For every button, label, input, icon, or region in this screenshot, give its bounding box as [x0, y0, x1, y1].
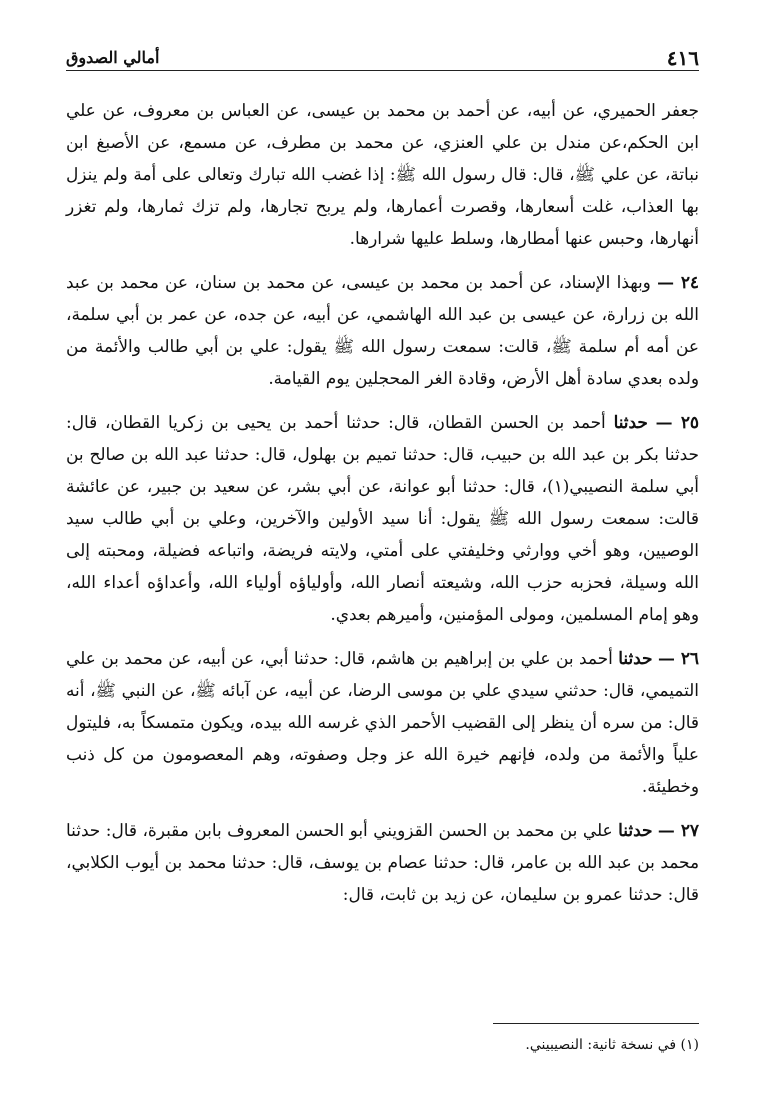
hadith-26 — [66, 642, 699, 802]
page-number: ٤١٦ — [666, 46, 699, 70]
paragraph-text: جعفر الحميري، عن أبيه، عن أحمد بن محمد بن عيسى، عن العباس بن معروف، عن علي ابن الحكم،عن مندل بن علي العنزي، عن محمد بن مطرف، عن مسمع، عن الأصبغ ابن نباتة، عن علي ﷺ، قال: قال رسول الله ﷺ: إذا غضب الله تبارك وتعالى على أمة ولم ينزل بها العذاب، غلت أسعارها، وقصرت أعمارها، ولم يربح تجارها، ولم تزك ثمارها، ولم تغزر أنهارها، وحبس عنها أمطارها، وسلط عليها شرارها. — [66, 100, 699, 248]
footnote: (١) في نسخة ثانية: النصيبيني. — [525, 1037, 699, 1053]
hadith-25 — [66, 406, 699, 630]
page-body — [66, 94, 699, 922]
hadith-keyword: حدثنا — [618, 820, 653, 840]
hadith-27 — [66, 814, 699, 910]
paragraph-text: علي بن محمد بن الحسن القزويني أبو الحسن المعروف بابن مقبرة، قال: حدثنا محمد بن عبد الله بن عامر، قال: حدثنا عصام بن يوسف، قال: حدثنا محمد بن أيوب الكلابي، قال: حدثنا عمرو بن سليمان، عن زيد بن ثابت، قال: — [66, 820, 699, 904]
paragraph-text: أحمد بن علي بن إبراهيم بن هاشم، قال: حدثنا أبي، عن أبيه، عن محمد بن علي التميمي، قال: حدثني سيدي علي بن موسى الرضا، عن أبيه، عن آبائه ﷺ، عن النبي ﷺ، أنه قال: من سره أن ينظر إلى القضيب الأحمر الذي غرسه الله بيده، ويكون متمسكاً به، فليتول علياً والأئمة من ولده، فإنهم خيرة الله عز وجل وصفوته، وهم المعصومون من كل ذنب وخطيئة. — [66, 648, 699, 796]
hadith-number: ٢٧ — — [657, 820, 699, 840]
footnote-divider — [493, 1023, 699, 1024]
hadith-24 — [66, 266, 699, 394]
hadith-keyword: حدثنا — [618, 648, 653, 668]
running-title: أمالي الصدوق — [66, 48, 160, 67]
hadith-number: ٢٤ — — [657, 272, 699, 292]
paragraph-text: أحمد بن الحسن القطان، قال: حدثنا أحمد بن يحيى بن زكريا القطان، قال: حدثنا بكر بن عبد الله بن حبيب، قال: حدثنا تميم بن بهلول، قال: حدثنا عبد الله بن صالح بن أبي سلمة النصيبي(١)، قال: حدثنا أبو عوانة، عن أبي بشر، عن سعيد بن جبير، عن عائشة قالت: سمعت رسول الله ﷺ يقول: أنا سيد الأولين والآخرين، وعلي بن أبي طالب سيد الوصيين، وهو أخي ووارثي وخليفتي على أمتي، ولايته فريضة، واتباعه فضيلة، ومحبته إلى الله وسيلة، فحزبه حزب الله، وشيعته أنصار الله، وأولياؤه أولياء الله، وأعداؤه أعداء الله، وهو إمام المسلمين، ومولى المؤمنين، وأميرهم بعدي. — [66, 412, 699, 624]
hadith-number: ٢٦ — — [657, 648, 699, 668]
page-header — [66, 42, 699, 71]
hadith-keyword: حدثنا — [613, 412, 648, 432]
paragraph-continuation — [66, 94, 699, 254]
hadith-number: ٢٥ — — [655, 412, 700, 432]
paragraph-text: وبهذا الإسناد، عن أحمد بن محمد بن عيسى، عن محمد بن سنان، عن محمد بن عبد الله بن زرارة، عن عيسى بن عبد الله الهاشمي، عن أبيه، عن جده، عن عمر بن أبي سلمة، عن أمه أم سلمة ﷺ، قالت: سمعت رسول الله ﷺ يقول: علي بن أبي طالب والأئمة من ولده بعدي سادة أهل الأرض، وقادة الغر المحجلين يوم القيامة. — [66, 272, 699, 388]
